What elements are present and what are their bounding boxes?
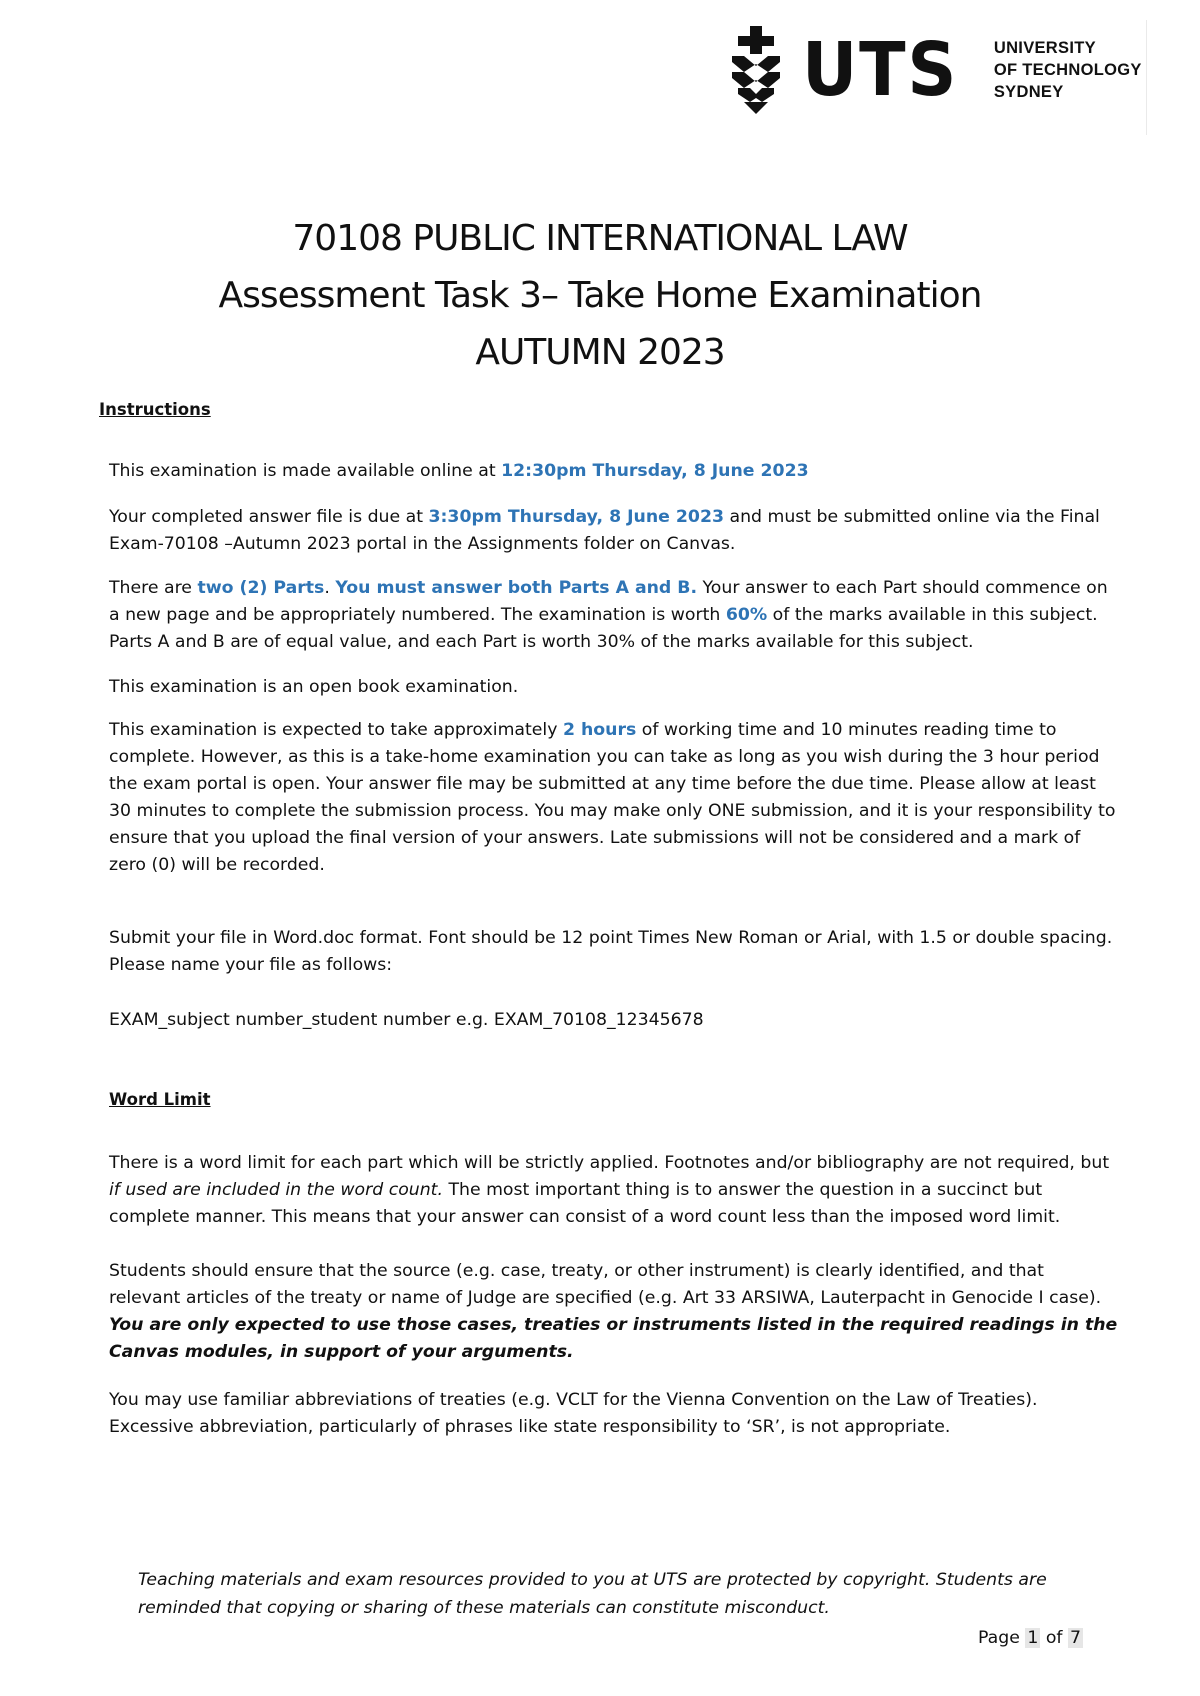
copyright-notice: Teaching materials and exam resources provided to you at UTS are protected by copyright. Students are reminded that copying or sharing of these materials can constitute misconduct. bbox=[138, 1570, 1047, 1618]
file-naming-paragraph: EXAM_subject number_student number e.g. EXAM_70108_12345678 bbox=[109, 1010, 704, 1030]
duration-paragraph: This examination is expected to take approximately 2 hours of working time and 10 minutes reading time to complete. However, as this is a take-home examination you can take as long as you wish during the 3 hour period the exam portal is open. Your answer file may be submitted at any time before the due time. Please allow at least 30 minutes to complete the submission process. You may make only ONE submission, and it is your responsibility to ensure that you upload the final version of your answers. Late submissions will not be considered and a mark of zero (0) will be recorded. bbox=[109, 720, 1116, 875]
due-paragraph: Your completed answer file is due at 3:30pm Thursday, 8 June 2023 and must be submitted online via the Final Exam-70108 –Autumn 2023 portal in the Assignments folder on Canvas. bbox=[109, 507, 1100, 554]
university-name bbox=[994, 37, 1142, 103]
file-format-paragraph: Submit your file in Word.doc format. Font should be 12 point Times New Roman or Arial, with 1.5 or double spacing. Please name your file as follows: bbox=[109, 928, 1113, 975]
available-datetime: 12:30pm Thursday, 8 June 2023 bbox=[501, 461, 809, 481]
word-limit-heading: Word Limit bbox=[109, 1090, 211, 1109]
total-pages: 7 bbox=[1070, 1628, 1081, 1648]
university-line-2: OF TECHNOLOGY bbox=[993, 61, 1142, 79]
instructions-heading: Instructions bbox=[99, 400, 211, 419]
abbreviations-paragraph: You may use familiar abbreviations of treaties (e.g. VCLT for the Vienna Convention on the Law of Treaties). Excessive abbreviation, particularly of phrases like state responsibility to ‘SR’, is not appropriate. bbox=[109, 1390, 1038, 1437]
header-divider bbox=[1146, 20, 1147, 135]
uts-logo bbox=[728, 24, 1148, 116]
parts-paragraph: There are two (2) Parts. You must answer both Parts A and B. Your answer to each Part should commence on a new page and be appropriately numbered. The examination is worth 60% of the marks available in this subject. Parts A and B are of equal value, and each Part is worth 30% of the marks available for this subject. bbox=[109, 578, 1108, 652]
title-session: AUTUMN 2023 bbox=[475, 332, 725, 373]
availability-paragraph: This examination is made available online at 12:30pm Thursday, 8 June 2023 bbox=[109, 461, 809, 481]
title-assessment: Assessment Task 3– Take Home Examination bbox=[218, 275, 982, 316]
sources-paragraph: Students should ensure that the source (e.g. case, treaty, or other instrument) is clearly identified, and that relevant articles of the treaty or name of Judge are specified (e.g. Art 33 ARSIWA, Lauterpacht in Genocide I case). You are only expected to use those cases, treaties or instruments listed in the required readings in the Canvas modules, in support of your arguments. bbox=[109, 1261, 1118, 1362]
page-number: Page 1 of 7 bbox=[978, 1628, 1081, 1648]
university-line-1: UNIVERSITY bbox=[993, 39, 1096, 57]
due-datetime: 3:30pm Thursday, 8 June 2023 bbox=[428, 507, 724, 527]
word-limit-paragraph: There is a word limit for each part which will be strictly applied. Footnotes and/or bibliography are not required, but if used are included in the word count. The most important thing is to answer the question in a succinct but complete manner. This means that your answer can consist of a word count less than the imposed word limit. bbox=[109, 1153, 1110, 1227]
uts-wordmark: UTS bbox=[802, 27, 959, 113]
open-book-paragraph: This examination is an open book examination. bbox=[109, 677, 519, 697]
uts-logo-icon bbox=[728, 26, 784, 114]
title-subject: 70108 PUBLIC INTERNATIONAL LAW bbox=[292, 218, 908, 259]
current-page: 1 bbox=[1027, 1628, 1039, 1648]
university-line-3: SYDNEY bbox=[993, 83, 1064, 101]
document-title bbox=[0, 210, 1200, 381]
